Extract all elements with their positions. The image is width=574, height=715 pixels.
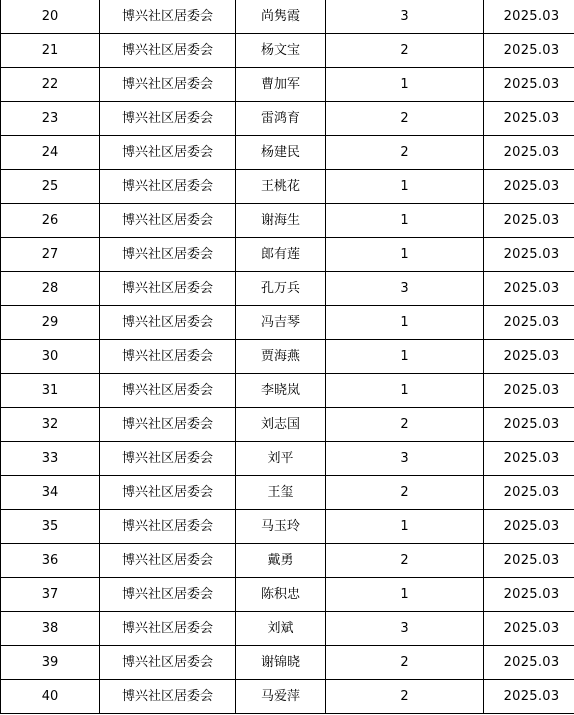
household-count-cell[interactable]: 1: [326, 374, 484, 408]
community-unit-cell[interactable]: 博兴社区居委会: [100, 612, 236, 646]
person-name-cell[interactable]: 曹加军: [236, 68, 326, 102]
table-row: [1, 578, 574, 612]
community-unit-cell[interactable]: 博兴社区居委会: [100, 272, 236, 306]
person-name-cell[interactable]: 杨建民: [236, 136, 326, 170]
serial-number-cell[interactable]: 33: [1, 442, 100, 476]
table-row: [1, 646, 574, 680]
serial-number-cell[interactable]: 32: [1, 408, 100, 442]
table-row: [1, 306, 574, 340]
person-name-cell[interactable]: 雷鸿育: [236, 102, 326, 136]
serial-number-cell[interactable]: 38: [1, 612, 100, 646]
date-cell[interactable]: 2025.03: [484, 646, 574, 680]
community-unit-cell[interactable]: 博兴社区居委会: [100, 102, 236, 136]
person-name-cell[interactable]: 郎有莲: [236, 238, 326, 272]
community-unit-cell[interactable]: 博兴社区居委会: [100, 0, 236, 34]
person-name-cell[interactable]: 尚隽霞: [236, 0, 326, 34]
community-unit-cell[interactable]: 博兴社区居委会: [100, 340, 236, 374]
date-cell[interactable]: 2025.03: [484, 612, 574, 646]
person-name-cell[interactable]: 贾海燕: [236, 340, 326, 374]
date-cell[interactable]: 2025.03: [484, 306, 574, 340]
date-cell[interactable]: 2025.03: [484, 374, 574, 408]
date-cell[interactable]: 2025.03: [484, 272, 574, 306]
date-cell[interactable]: 2025.03: [484, 0, 574, 34]
table-row: [1, 102, 574, 136]
community-unit-cell[interactable]: 博兴社区居委会: [100, 442, 236, 476]
community-unit-cell[interactable]: 博兴社区居委会: [100, 306, 236, 340]
person-name-cell[interactable]: 刘平: [236, 442, 326, 476]
community-unit-cell[interactable]: 博兴社区居委会: [100, 476, 236, 510]
person-name-cell[interactable]: 马玉玲: [236, 510, 326, 544]
serial-number-cell[interactable]: 22: [1, 68, 100, 102]
community-unit-cell[interactable]: 博兴社区居委会: [100, 136, 236, 170]
household-count-cell[interactable]: 2: [326, 102, 484, 136]
table-row: [1, 374, 574, 408]
table-row: [1, 34, 574, 68]
date-cell[interactable]: 2025.03: [484, 340, 574, 374]
household-count-cell[interactable]: 1: [326, 170, 484, 204]
serial-number-cell[interactable]: 35: [1, 510, 100, 544]
household-count-cell[interactable]: 1: [326, 238, 484, 272]
community-unit-cell[interactable]: 博兴社区居委会: [100, 238, 236, 272]
person-name-cell[interactable]: 谢海生: [236, 204, 326, 238]
table-row: [1, 0, 574, 34]
household-count-cell[interactable]: 2: [326, 646, 484, 680]
household-count-cell[interactable]: 3: [326, 612, 484, 646]
person-name-cell[interactable]: 谢锦晓: [236, 646, 326, 680]
person-name-cell[interactable]: 杨文宝: [236, 34, 326, 68]
person-name-cell[interactable]: 戴勇: [236, 544, 326, 578]
date-cell[interactable]: 2025.03: [484, 476, 574, 510]
serial-number-cell[interactable]: 24: [1, 136, 100, 170]
table-row: [1, 510, 574, 544]
serial-number-cell[interactable]: 31: [1, 374, 100, 408]
person-name-cell[interactable]: 刘志国: [236, 408, 326, 442]
community-unit-cell[interactable]: 博兴社区居委会: [100, 578, 236, 612]
serial-number-cell[interactable]: 21: [1, 34, 100, 68]
table-row: [1, 340, 574, 374]
household-count-cell[interactable]: 1: [326, 340, 484, 374]
table-row: [1, 408, 574, 442]
person-name-cell[interactable]: 马爱萍: [236, 680, 326, 714]
household-count-cell[interactable]: 1: [326, 510, 484, 544]
household-count-cell[interactable]: 2: [326, 476, 484, 510]
household-count-cell[interactable]: 3: [326, 272, 484, 306]
community-unit-cell[interactable]: 博兴社区居委会: [100, 170, 236, 204]
serial-number-cell[interactable]: 39: [1, 646, 100, 680]
community-unit-cell[interactable]: 博兴社区居委会: [100, 544, 236, 578]
household-count-cell[interactable]: 2: [326, 544, 484, 578]
date-cell[interactable]: 2025.03: [484, 578, 574, 612]
roster-table-body: [1, 0, 574, 714]
person-name-cell[interactable]: 李晓岚: [236, 374, 326, 408]
table-row: [1, 442, 574, 476]
date-cell[interactable]: 2025.03: [484, 238, 574, 272]
household-count-cell[interactable]: 2: [326, 34, 484, 68]
community-unit-cell[interactable]: 博兴社区居委会: [100, 646, 236, 680]
person-name-cell[interactable]: 孔万兵: [236, 272, 326, 306]
date-cell[interactable]: 2025.03: [484, 136, 574, 170]
household-count-cell[interactable]: 3: [326, 0, 484, 34]
table-row: [1, 544, 574, 578]
serial-number-cell[interactable]: 28: [1, 272, 100, 306]
community-unit-cell[interactable]: 博兴社区居委会: [100, 68, 236, 102]
date-cell[interactable]: 2025.03: [484, 408, 574, 442]
serial-number-cell[interactable]: 25: [1, 170, 100, 204]
community-unit-cell[interactable]: 博兴社区居委会: [100, 34, 236, 68]
serial-number-cell[interactable]: 29: [1, 306, 100, 340]
date-cell[interactable]: 2025.03: [484, 204, 574, 238]
table-row: [1, 612, 574, 646]
household-count-cell[interactable]: 1: [326, 204, 484, 238]
serial-number-cell[interactable]: 37: [1, 578, 100, 612]
date-cell[interactable]: 2025.03: [484, 34, 574, 68]
household-count-cell[interactable]: 1: [326, 306, 484, 340]
serial-number-cell[interactable]: 30: [1, 340, 100, 374]
table-row: [1, 204, 574, 238]
household-count-cell[interactable]: 3: [326, 442, 484, 476]
serial-number-cell[interactable]: 26: [1, 204, 100, 238]
table-row: [1, 68, 574, 102]
table-row: [1, 238, 574, 272]
household-count-cell[interactable]: 2: [326, 680, 484, 714]
table-row: [1, 680, 574, 714]
serial-number-cell[interactable]: 36: [1, 544, 100, 578]
date-cell[interactable]: 2025.03: [484, 102, 574, 136]
person-name-cell[interactable]: 陈积忠: [236, 578, 326, 612]
serial-number-cell[interactable]: 34: [1, 476, 100, 510]
date-cell[interactable]: 2025.03: [484, 68, 574, 102]
community-unit-cell[interactable]: 博兴社区居委会: [100, 204, 236, 238]
community-unit-cell[interactable]: 博兴社区居委会: [100, 408, 236, 442]
serial-number-cell[interactable]: 27: [1, 238, 100, 272]
date-cell[interactable]: 2025.03: [484, 510, 574, 544]
person-name-cell[interactable]: 刘斌: [236, 612, 326, 646]
table-row: [1, 136, 574, 170]
community-unit-cell[interactable]: 博兴社区居委会: [100, 680, 236, 714]
table-row: [1, 170, 574, 204]
date-cell[interactable]: 2025.03: [484, 442, 574, 476]
table-row: [1, 272, 574, 306]
date-cell[interactable]: 2025.03: [484, 170, 574, 204]
community-unit-cell[interactable]: 博兴社区居委会: [100, 510, 236, 544]
date-cell[interactable]: 2025.03: [484, 544, 574, 578]
person-name-cell[interactable]: 王玺: [236, 476, 326, 510]
person-name-cell[interactable]: 冯吉琴: [236, 306, 326, 340]
serial-number-cell[interactable]: 40: [1, 680, 100, 714]
table-row: [1, 476, 574, 510]
person-name-cell[interactable]: 王桃花: [236, 170, 326, 204]
community-unit-cell[interactable]: 博兴社区居委会: [100, 374, 236, 408]
household-count-cell[interactable]: 1: [326, 68, 484, 102]
household-count-cell[interactable]: 2: [326, 136, 484, 170]
serial-number-cell[interactable]: 20: [1, 0, 100, 34]
date-cell[interactable]: 2025.03: [484, 680, 574, 714]
household-count-cell[interactable]: 2: [326, 408, 484, 442]
serial-number-cell[interactable]: 23: [1, 102, 100, 136]
household-count-cell[interactable]: 1: [326, 578, 484, 612]
